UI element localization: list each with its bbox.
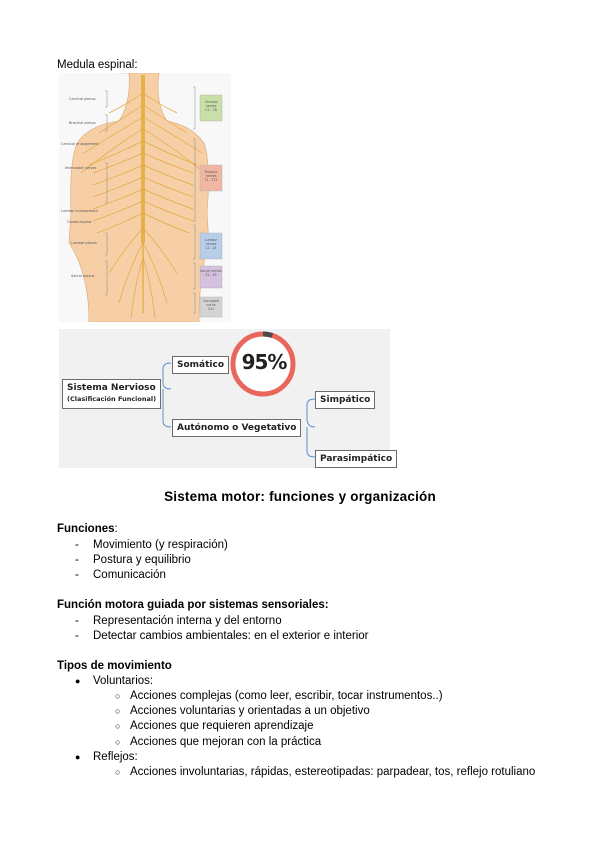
list-item-text: Acciones que mejoran con la práctica bbox=[130, 736, 322, 748]
list-item bbox=[0, 553, 600, 567]
label-sacral-plexus: Sacral plexus bbox=[71, 274, 95, 278]
label-brachial-plexus: Brachial plexus bbox=[69, 121, 96, 125]
dash-marker: - bbox=[75, 615, 79, 627]
list-item-text: Acciones involuntarias, rápidas, estereotipadas: parpadear, tos, reflejo rotuliano bbox=[130, 766, 536, 778]
nervous-system-diagram bbox=[59, 329, 393, 468]
list-item bbox=[0, 538, 600, 552]
connector-autonomic-parasympathetic bbox=[307, 427, 315, 457]
tipos-heading-text: Tipos de movimiento bbox=[57, 660, 172, 672]
list-item-text: Acciones que requieren aprendizaje bbox=[130, 720, 314, 732]
label-cervical-plexus: Cervical plexus bbox=[69, 97, 96, 101]
circle-marker: ○ bbox=[115, 706, 121, 716]
list-item-text: Comunicación bbox=[93, 569, 166, 581]
list-item-text: Voluntarios: bbox=[93, 675, 154, 687]
connector-autonomic-sympathetic bbox=[307, 399, 315, 427]
gauge-percent-label: 95% bbox=[241, 350, 287, 374]
list-item bbox=[0, 614, 600, 628]
list-item-text: Acciones complejas (como leer, escribir, tocar instrumentos..) bbox=[130, 690, 443, 702]
list-item bbox=[0, 719, 600, 733]
box-autonomo: Autónomo o Vegetativo bbox=[172, 419, 301, 437]
funciones-heading-text: Funciones bbox=[57, 523, 115, 535]
list-item bbox=[0, 750, 600, 764]
spinal-cord-figure bbox=[59, 73, 231, 322]
box-somatico: Somático bbox=[172, 356, 229, 374]
region-lumbar: Lumbar nerves L1 - L5 bbox=[204, 238, 218, 250]
label-lumbar-enlargement: Lumbar enlargement bbox=[61, 209, 98, 213]
connector-root-somatic bbox=[163, 363, 171, 389]
region-sacral: Sacral nerves S1 - S5 bbox=[200, 269, 222, 277]
dash-marker: - bbox=[75, 554, 79, 566]
list-item bbox=[0, 704, 600, 718]
box-parasimpatico: Parasimpático bbox=[315, 450, 397, 468]
region-thoracic: Thoracic nerves T1 - T12 bbox=[204, 170, 218, 182]
circle-marker: ○ bbox=[115, 721, 121, 731]
label-cauda-equina: Cauda equina bbox=[67, 220, 92, 224]
bullet-marker: ● bbox=[75, 752, 81, 762]
region-coccygeal: Coccygeal nerve Co1 bbox=[202, 299, 220, 311]
section-tipos-heading bbox=[57, 659, 172, 673]
region-cervical: Cervical nerves C1 - C8 bbox=[204, 100, 218, 112]
circle-marker: ○ bbox=[115, 767, 121, 777]
box-sistema-nervioso bbox=[62, 379, 161, 409]
dash-marker: - bbox=[75, 569, 79, 581]
label-intercostal-nerves: Intercostal nerves bbox=[65, 166, 97, 170]
list-item bbox=[0, 735, 600, 749]
list-item-text: Movimiento (y respiración) bbox=[93, 539, 228, 551]
label-cervical-enlargement: Cervical enlargement bbox=[61, 142, 99, 146]
list-item bbox=[0, 765, 600, 779]
page-title: Sistema motor: funciones y organización bbox=[164, 489, 436, 504]
section-sensorial-heading bbox=[57, 598, 329, 612]
root-sublabel: (Clasificación Funcional) bbox=[67, 395, 157, 403]
dash-marker: - bbox=[75, 539, 79, 551]
list-item-text: Acciones voluntarias y orientadas a un objetivo bbox=[130, 705, 370, 717]
list-item-text: Representación interna y del entorno bbox=[93, 615, 282, 627]
intro-label: Medula espinal: bbox=[57, 59, 138, 71]
box-simpatico: Simpático bbox=[315, 391, 375, 409]
section-funciones-heading bbox=[57, 522, 118, 536]
funciones-heading-colon: : bbox=[114, 523, 118, 535]
circle-marker: ○ bbox=[115, 691, 121, 701]
list-item bbox=[0, 689, 600, 703]
list-item bbox=[0, 629, 600, 643]
dash-marker: - bbox=[75, 630, 79, 642]
label-lumbar-plexus: Lumbar plexus bbox=[71, 241, 97, 245]
gauge-remainder bbox=[263, 334, 272, 335]
list-item-text: Postura y equilibrio bbox=[93, 554, 191, 566]
bullet-marker: ● bbox=[75, 676, 81, 686]
root-label: Sistema Nervioso bbox=[67, 383, 156, 393]
list-item bbox=[0, 568, 600, 582]
circle-marker: ○ bbox=[115, 737, 121, 747]
list-item-text: Detectar cambios ambientales: en el exterior e interior bbox=[93, 630, 369, 642]
list-item bbox=[0, 674, 600, 688]
connector-root-autonomic bbox=[163, 389, 171, 427]
list-item-text: Reflejos: bbox=[93, 751, 138, 763]
sensorial-heading-text: Función motora guiada por sistemas sensoriales: bbox=[57, 599, 329, 611]
